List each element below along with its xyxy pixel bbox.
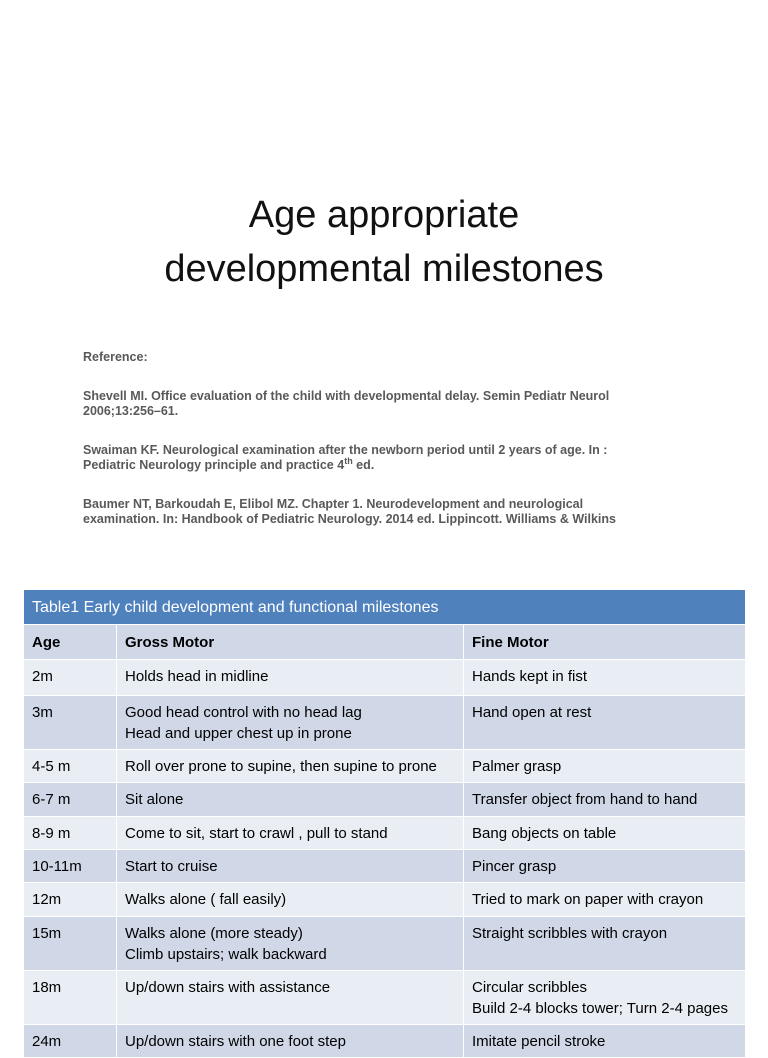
table-row	[24, 971, 746, 1025]
reference-superscript: th	[344, 455, 353, 466]
cell-line: Up/down stairs with one foot step	[125, 1033, 346, 1050]
reference-text: ed.	[352, 458, 375, 472]
cell-age: 24m	[24, 1025, 117, 1058]
cell-fine-motor	[464, 783, 746, 817]
cell-gross-motor	[117, 783, 464, 817]
cell-age: 15m	[24, 917, 117, 971]
table-row	[24, 783, 746, 817]
reference-item	[83, 497, 703, 527]
references-label: Reference:	[83, 350, 148, 364]
cell-fine-motor	[464, 817, 746, 850]
reference-line: Baumer NT, Barkoudah E, Elibol MZ. Chapter 1. Neurodevelopment and neurological	[83, 497, 584, 511]
cell-fine-motor	[464, 850, 746, 883]
cell-line: Walks alone (more steady)	[125, 925, 303, 942]
cell-line: Walks alone ( fall easily)	[125, 891, 287, 908]
table-caption: Table1 Early child development and functional milestones	[24, 590, 746, 625]
cell-fine-motor	[464, 971, 746, 1025]
cell-age: 12m	[24, 883, 117, 917]
table-body	[24, 660, 746, 1058]
cell-line: Holds head in midline	[125, 668, 269, 685]
table-header-row	[24, 625, 746, 660]
cell-gross-motor	[117, 696, 464, 750]
cell-age: 18m	[24, 971, 117, 1025]
reference-line: Shevell MI. Office evaluation of the child with developmental delay. Semin Pediatr Neurol	[83, 389, 610, 403]
column-header-age: Age	[24, 625, 117, 660]
reference-line: Swaiman KF. Neurological examination after the newborn period until 2 years of age. In :	[83, 443, 608, 457]
cell-fine-motor	[464, 750, 746, 783]
cell-gross-motor	[117, 917, 464, 971]
column-header-fine-motor: Fine Motor	[464, 625, 746, 660]
table-row	[24, 696, 746, 750]
cell-line: Come to sit, start to crawl , pull to stand	[125, 825, 388, 842]
cell-age: 3m	[24, 696, 117, 750]
cell-line: Hand open at rest	[472, 704, 592, 721]
cell-fine-motor	[464, 1025, 746, 1058]
cell-gross-motor	[117, 660, 464, 696]
cell-line: Bang objects on table	[472, 825, 617, 842]
cell-age: 8-9 m	[24, 817, 117, 850]
cell-line: Head and upper chest up in prone	[125, 725, 352, 742]
cell-gross-motor	[117, 1025, 464, 1058]
cell-line: Tried to mark on paper with crayon	[472, 891, 704, 908]
reference-line: examination. In: Handbook of Pediatric Neurology. 2014 ed. Lippincott. Williams & Wilkins	[83, 512, 616, 526]
reference-item	[83, 443, 703, 473]
reference-item	[83, 389, 703, 419]
cell-age: 10-11m	[24, 850, 117, 883]
cell-line: Climb upstairs; walk backward	[125, 946, 327, 963]
table-row	[24, 850, 746, 883]
cell-gross-motor	[117, 750, 464, 783]
cell-line: Good head control with no head lag	[125, 704, 362, 721]
cell-fine-motor	[464, 883, 746, 917]
cell-age: 4-5 m	[24, 750, 117, 783]
column-header-gross-motor: Gross Motor	[117, 625, 464, 660]
milestones-table	[23, 589, 746, 1058]
table-row	[24, 917, 746, 971]
cell-gross-motor	[117, 883, 464, 917]
title-line-2: developmental milestones	[164, 248, 604, 290]
cell-gross-motor	[117, 850, 464, 883]
cell-age: 2m	[24, 660, 117, 696]
cell-gross-motor	[117, 817, 464, 850]
cell-line: Transfer object from hand to hand	[472, 791, 698, 808]
reference-text: Pediatric Neurology principle and practice 4	[83, 458, 345, 472]
title-line-1: Age appropriate	[248, 194, 520, 236]
cell-line: Palmer grasp	[472, 758, 562, 775]
table-row	[24, 750, 746, 783]
cell-age: 6-7 m	[24, 783, 117, 817]
reference-line: 2006;13:256–61.	[83, 404, 179, 418]
reference-line	[83, 455, 703, 473]
cell-line: Sit alone	[125, 791, 184, 808]
cell-line: Up/down stairs with assistance	[125, 979, 331, 996]
cell-gross-motor	[117, 971, 464, 1025]
cell-line: Roll over prone to supine, then supine to prone	[125, 758, 437, 775]
cell-line: Circular scribbles	[472, 979, 588, 996]
cell-line: Pincer grasp	[472, 858, 557, 875]
cell-fine-motor	[464, 917, 746, 971]
table-row	[24, 1025, 746, 1058]
table-row	[24, 660, 746, 696]
cell-line: Imitate pencil stroke	[472, 1033, 606, 1050]
cell-fine-motor	[464, 696, 746, 750]
cell-line: Start to cruise	[125, 858, 218, 875]
cell-line: Build 2-4 blocks tower; Turn 2-4 pages	[472, 1000, 728, 1017]
table-row	[24, 817, 746, 850]
table-row	[24, 883, 746, 917]
cell-line: Hands kept in fist	[472, 668, 588, 685]
cell-line: Straight scribbles with crayon	[472, 925, 668, 942]
references-section	[83, 350, 703, 551]
cell-fine-motor	[464, 660, 746, 696]
slide-title	[0, 188, 768, 296]
